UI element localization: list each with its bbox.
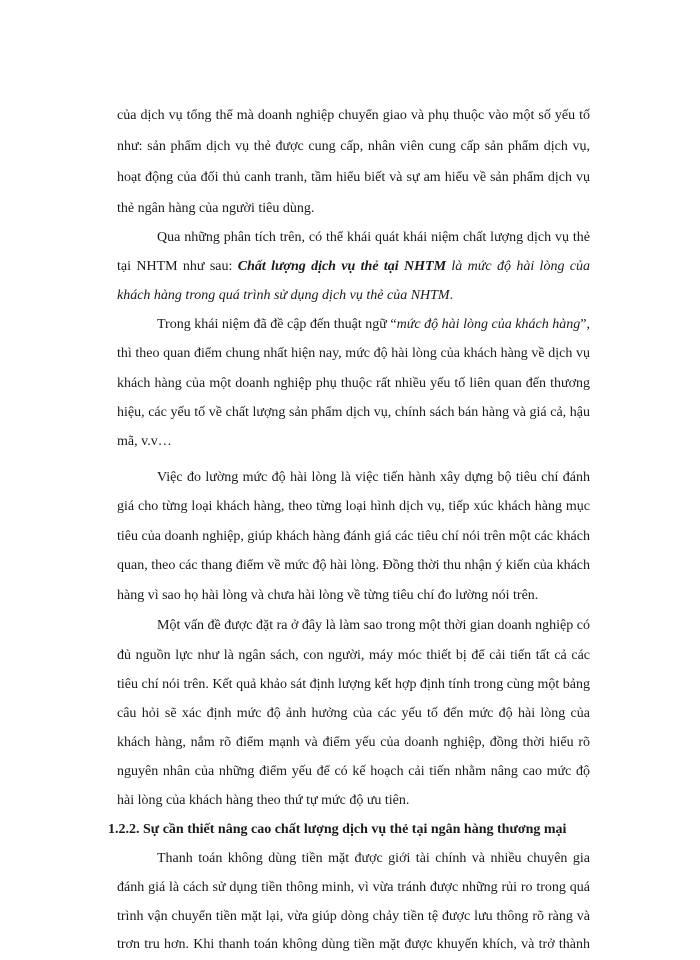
paragraph-line: đánh giá là cách sử dụng tiền thông minh, vì vừa tránh được những rủi ro trong quá (117, 880, 590, 895)
paragraph-line: trình vận chuyển tiền mặt lại, vừa giúp dòng chảy tiền tệ được lưu thông rõ ràng và (117, 909, 590, 924)
paragraph-line: thẻ ngân hàng của người tiêu dùng. (117, 201, 315, 216)
paragraph-line: khách hàng, nắm rõ điểm mạnh và điểm yếu của doanh nghiệp, đồng thời hiểu rõ (117, 735, 590, 750)
paragraph-line: đủ nguồn lực như là ngân sách, con người, máy móc thiết bị để cải tiến tất cả các (117, 648, 590, 663)
plain-text: Trong khái niệm đã đề cập đến thuật ngữ “ (157, 317, 397, 332)
paragraph-line (117, 258, 590, 276)
paragraph-line: thì theo quan điểm chung nhất hiện nay, mức độ hài lòng của khách hàng về dịch vụ (117, 346, 590, 361)
paragraph-line: hàng vì sao họ hài lòng và chưa hài lòng về từng tiêu chí đo lường nói trên. (117, 588, 539, 603)
paragraph-line: tiêu của doanh nghiệp, giúp khách hàng đánh giá các tiêu chí nói trên một các khách (117, 529, 590, 544)
paragraph-line: khách hàng của một doanh nghiệp phụ thuộc rất nhiều yếu tố liên quan đến thương (117, 376, 590, 391)
paragraph-line: hoạt động của đối thủ canh tranh, tầm hiểu biết và sự am hiểu về sản phẩm dịch vụ (117, 170, 590, 185)
paragraph-line: hài lòng của khách hàng theo thứ tự mức độ ưu tiên. (117, 793, 410, 808)
paragraph-line (157, 316, 590, 334)
paragraph-line: nguyên nhân của những điểm yếu để có kế hoạch cải tiến nhằm nâng cao mức độ (117, 764, 590, 779)
emphasis-italic: khách hàng trong quá trình sử dụng dịch vụ thẻ của NHTM (117, 288, 450, 303)
paragraph-line: câu hỏi sẽ xác định mức độ ảnh hưởng của các yếu tố đến mức độ hài lòng của (117, 706, 590, 721)
paragraph-line: Một vấn đề được đặt ra ở đây là làm sao trong một thời gian doanh nghiệp có (157, 618, 590, 633)
section-heading: 1.2.2. Sự cần thiết nâng cao chất lượng dịch vụ thẻ tại ngân hàng thương mại (108, 822, 567, 837)
paragraph-line: Việc đo lường mức độ hài lòng là việc tiến hành xây dựng bộ tiêu chí đánh (157, 470, 590, 485)
paragraph-line: như: sản phẩm dịch vụ thẻ được cung cấp, nhân viên cung cấp sản phẩm dịch vụ, (117, 139, 590, 154)
paragraph-line: hiệu, các yếu tố về chất lượng sản phẩm dịch vụ, chính sách bán hàng và giá cả, hậu (117, 405, 590, 420)
paragraph-line: giá cho từng loại khách hàng, theo từng loại hình dịch vụ, tiếp xúc khách hàng mục (117, 499, 590, 514)
paragraph-line (117, 287, 590, 305)
paragraph-line: Qua những phân tích trên, có thể khái quát khái niệm chất lượng dịch vụ thẻ (157, 230, 590, 245)
paragraph-line: tiêu chí nói trên. Kết quả khảo sát định lượng kết hợp định tính trong cùng một bảng (117, 677, 590, 692)
paragraph-line: mã, v.v… (117, 434, 172, 449)
emphasis-italic: là mức độ hài lòng của (451, 259, 590, 274)
paragraph-line: quan, theo các thang điểm về mức độ hài lòng. Đồng thời thu nhận ý kiến của khách (117, 558, 590, 573)
plain-text: ”, (580, 317, 590, 332)
plain-text: tại NHTM như sau: (117, 259, 233, 274)
paragraph-line: của dịch vụ tổng thể mà doanh nghiệp chuyển giao và phụ thuộc vào một số yếu tố (117, 108, 590, 123)
paragraph-line: trơn tru hơn. Khi thanh toán không dùng tiền mặt được khuyến khích, và trở thành (117, 937, 590, 952)
emphasis-bold-italic: Chất lượng dịch vụ thẻ tại NHTM (237, 259, 447, 274)
plain-text: . (449, 288, 454, 303)
emphasis-italic: mức độ hài lòng của khách hàng (396, 317, 581, 332)
paragraph-line: Thanh toán không dùng tiền mặt được giới tài chính và nhiều chuyên gia (157, 851, 590, 866)
